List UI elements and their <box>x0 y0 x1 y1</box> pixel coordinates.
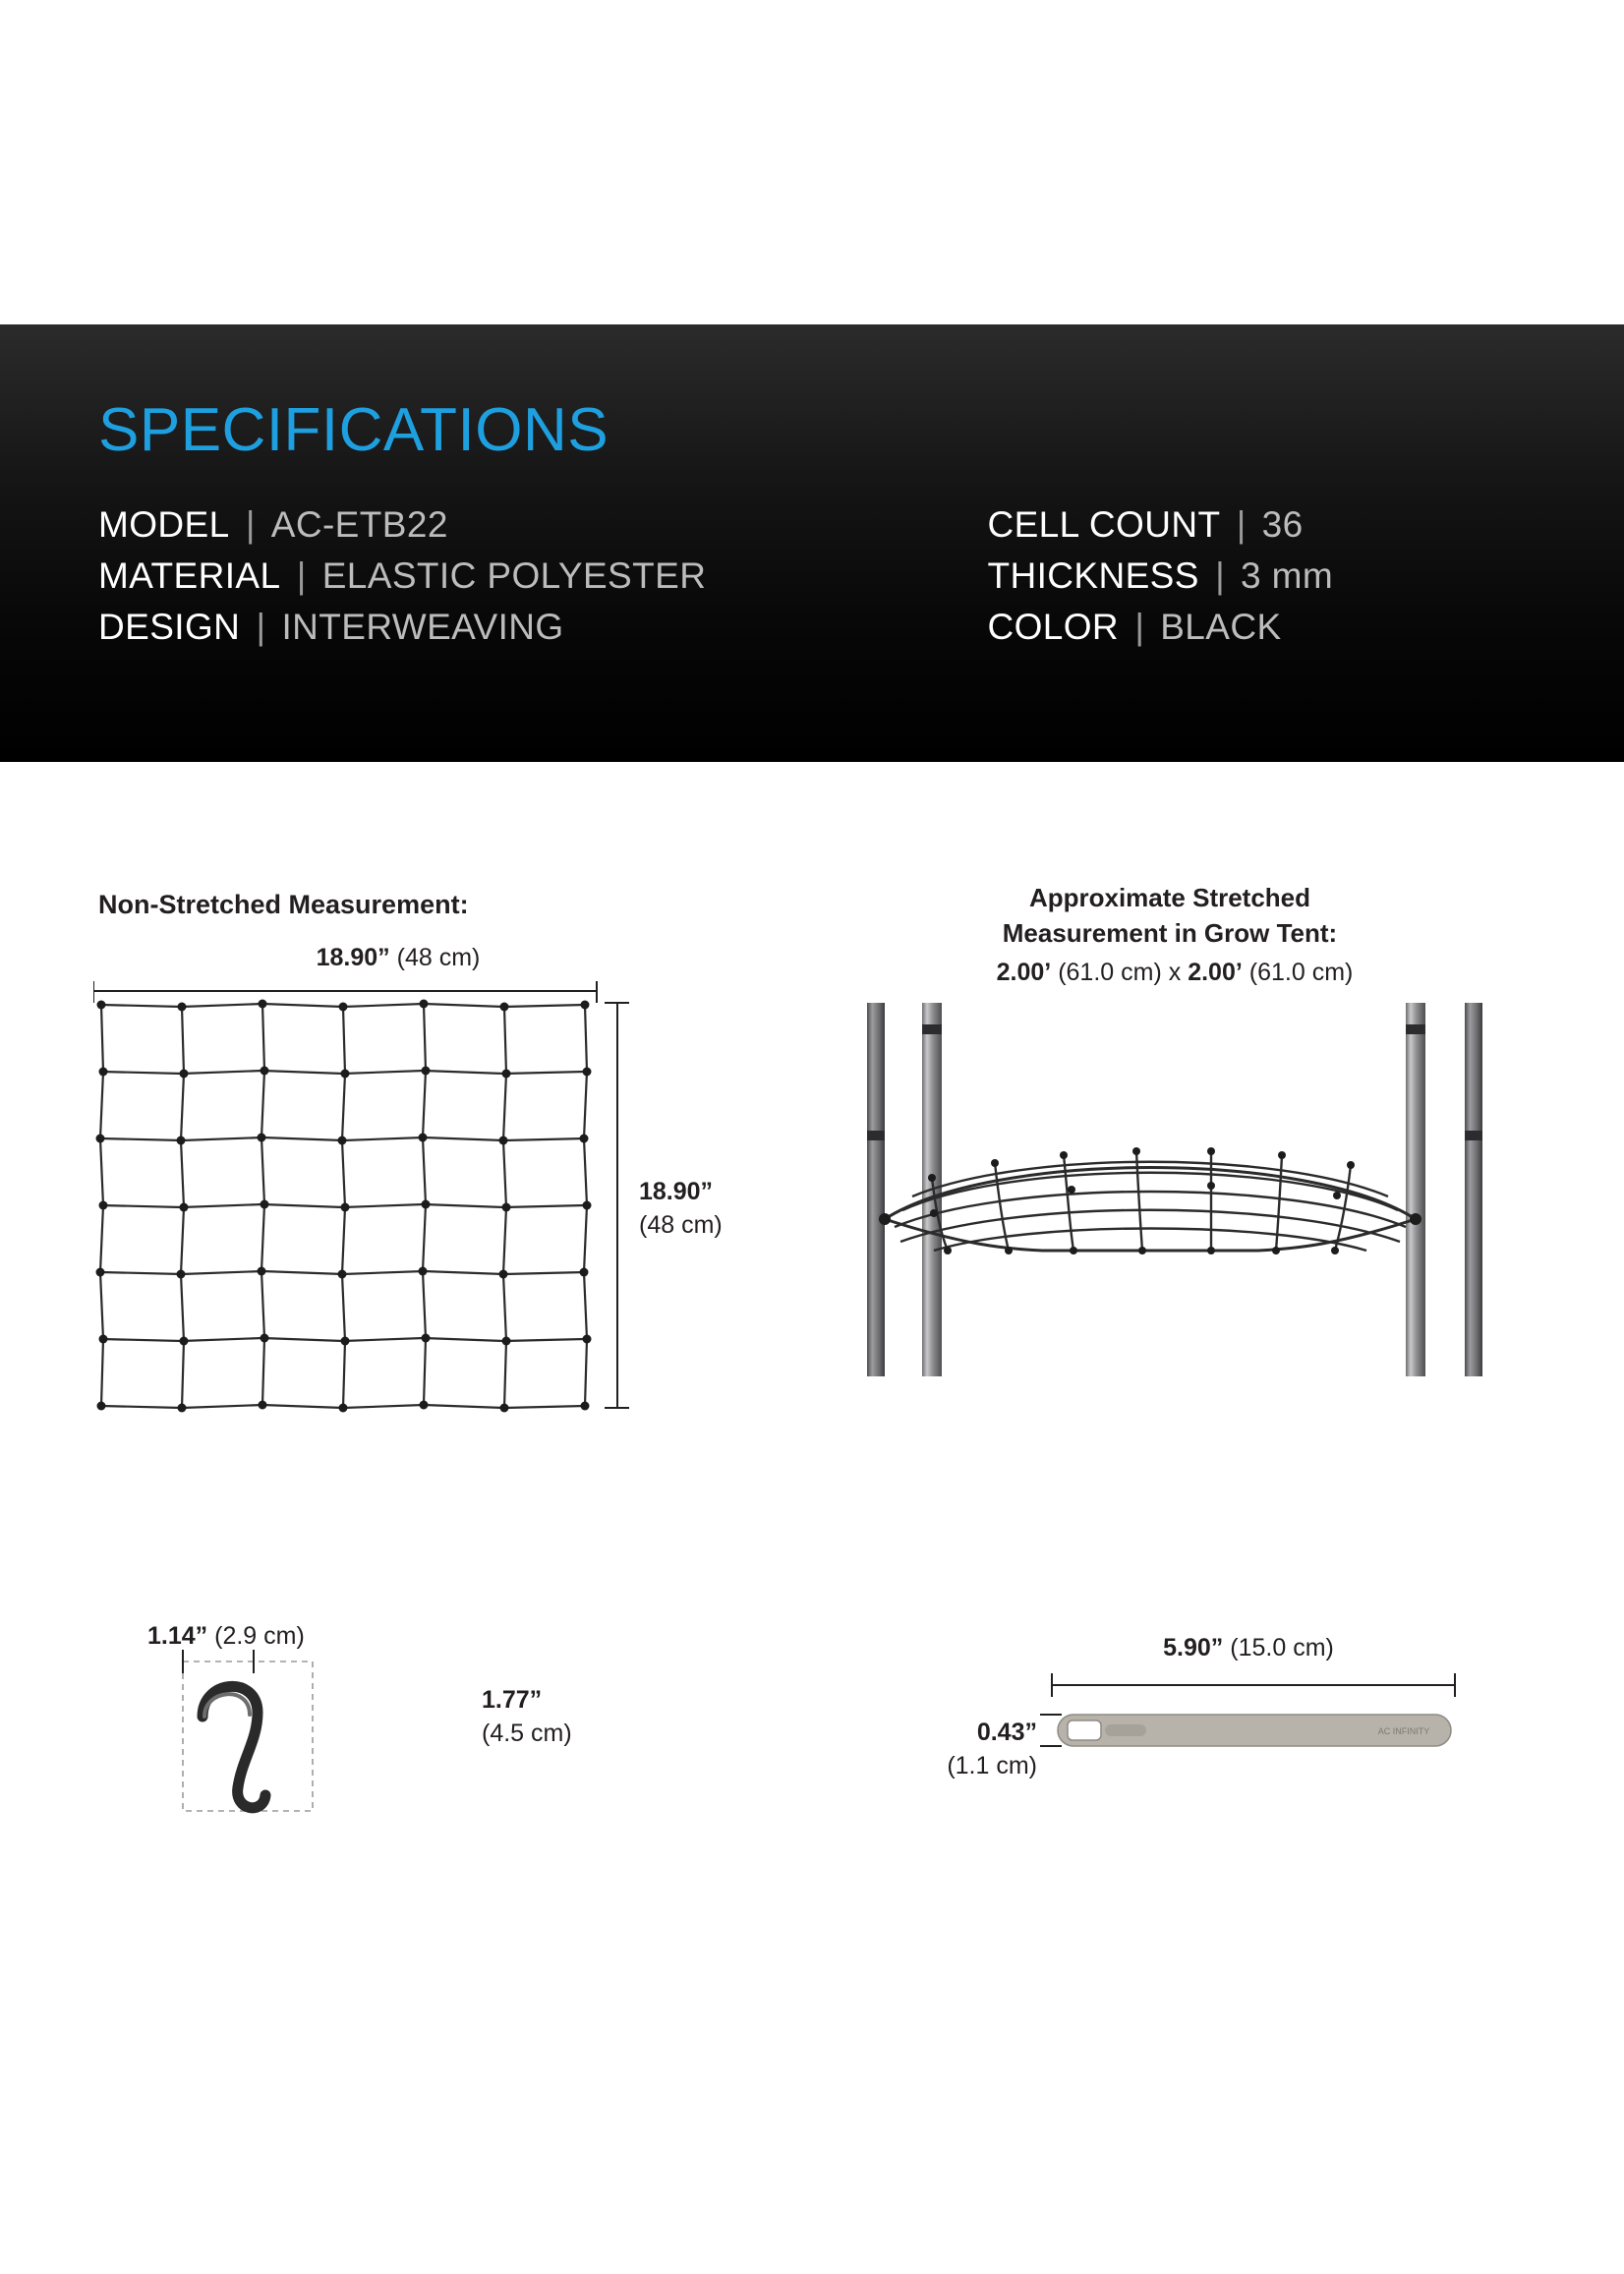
spec-row-color <box>987 602 1479 653</box>
diagram-content <box>0 777 1624 1858</box>
strap-height-label <box>865 1716 1037 1782</box>
spec-column-left <box>98 499 983 653</box>
stretched-height-in: 2.00’ <box>1188 959 1243 986</box>
spec-key-cell-count: CELL COUNT <box>987 504 1221 545</box>
spec-value-thickness: 3 mm <box>1241 555 1334 596</box>
hook-width-in: 1.14” <box>147 1622 208 1650</box>
spec-value-color: BLACK <box>1160 607 1282 647</box>
strap-height-in: 0.43” <box>976 1719 1037 1746</box>
page-title: SPECIFICATIONS <box>98 396 609 464</box>
stretched-heading <box>914 880 1425 951</box>
stretched-width-cm: (61.0 cm) <box>1058 959 1162 986</box>
spec-value-model: AC-ETB22 <box>270 504 448 545</box>
net-grid-svg <box>93 944 782 1553</box>
spec-key-thickness: THICKNESS <box>987 555 1199 596</box>
net-width-in: 18.90” <box>316 944 390 971</box>
hook-dimension-box <box>183 1662 313 1811</box>
stretched-net-cords <box>885 1151 1416 1251</box>
spec-separator: | <box>1215 555 1225 596</box>
spec-row-cell-count <box>987 499 1479 551</box>
strap-brand-text: AC INFINITY <box>1377 1726 1430 1736</box>
net-height-in: 18.90” <box>639 1178 714 1205</box>
hook-shape <box>203 1686 265 1807</box>
spec-key-material: MATERIAL <box>98 555 281 596</box>
strap-width-label <box>1042 1634 1455 1662</box>
strap-body <box>1058 1715 1451 1746</box>
spec-row-thickness <box>987 551 1479 602</box>
stretched-heading-line2: Measurement in Grow Tent: <box>1002 918 1338 948</box>
strap-diagram <box>865 1622 1553 1848</box>
strap-width-dimension-line <box>1052 1673 1455 1697</box>
spec-key-color: COLOR <box>987 607 1120 647</box>
net-width-cm: (48 cm) <box>396 944 481 971</box>
stretched-dimensions <box>914 959 1435 987</box>
spec-column-right <box>987 499 1479 653</box>
spec-row-material <box>98 551 983 602</box>
strap-height-cm: (1.1 cm) <box>947 1752 1037 1779</box>
spec-row-design <box>98 602 983 653</box>
stretched-net-knots <box>879 1147 1421 1254</box>
hook-width-label <box>147 1622 305 1651</box>
spec-separator: | <box>256 607 266 647</box>
spec-value-cell-count: 36 <box>1261 504 1304 545</box>
stretched-height-cm: (61.0 cm) <box>1248 959 1354 986</box>
spec-separator: | <box>296 555 307 596</box>
hook-height-cm: (4.5 cm) <box>482 1720 572 1747</box>
net-height-cm: (48 cm) <box>639 1211 723 1239</box>
strap-width-cm: (15.0 cm) <box>1230 1634 1334 1662</box>
grow-tent-diagram <box>845 1003 1534 1553</box>
net-width-label <box>202 944 595 972</box>
hook-height-in: 1.77” <box>482 1686 543 1714</box>
spec-value-design: INTERWEAVING <box>281 607 564 647</box>
spec-separator: | <box>1134 607 1144 647</box>
spec-row-model <box>98 499 983 551</box>
hook-diagram <box>147 1622 737 1848</box>
stretched-width-in: 2.00’ <box>996 959 1052 986</box>
hook-height-label <box>482 1683 572 1750</box>
net-right-dimension-line <box>605 1003 629 1408</box>
hook-width-cm: (2.9 cm) <box>214 1622 305 1650</box>
net-top-dimension-line <box>93 981 597 1003</box>
spec-separator: | <box>1236 504 1247 545</box>
stretched-heading-line1: Approximate Stretched <box>1028 883 1311 912</box>
spec-value-material: ELASTIC POLYESTER <box>321 555 707 596</box>
net-height-label <box>639 1175 786 1242</box>
grow-tent-svg <box>845 1003 1534 1553</box>
hook-svg <box>147 1622 521 1838</box>
net-knots <box>96 1000 592 1413</box>
spec-key-model: MODEL <box>98 504 230 545</box>
spec-separator: | <box>245 504 256 545</box>
specifications-banner <box>0 324 1624 762</box>
strap-width-in: 5.90” <box>1163 1634 1224 1662</box>
spec-key-design: DESIGN <box>98 607 241 647</box>
spec-columns <box>98 499 1534 653</box>
net-diagram <box>93 944 782 1553</box>
non-stretched-heading: Non-Stretched Measurement: <box>98 890 469 919</box>
stretched-times: x <box>1168 959 1182 986</box>
